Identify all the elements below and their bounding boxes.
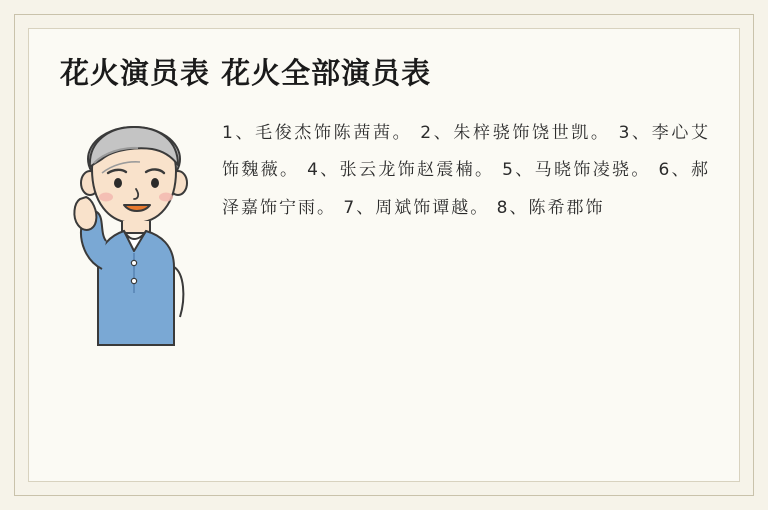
cast-list-text: 1、毛俊杰饰陈茜茜。 2、朱梓骁饰饶世凯。 3、李心艾饰魏薇。 4、张云龙饰赵震楠。 5、马晓饰凌骁。 6、郝泽嘉饰宁雨。 7、周斌饰谭越。 8、陈希郡饰: [222, 122, 710, 218]
document-content: [28, 28, 740, 482]
article-body: [58, 113, 710, 347]
elderly-man-illustration: [68, 117, 208, 347]
page-title: 花火演员表 花火全部演员表: [60, 56, 432, 90]
